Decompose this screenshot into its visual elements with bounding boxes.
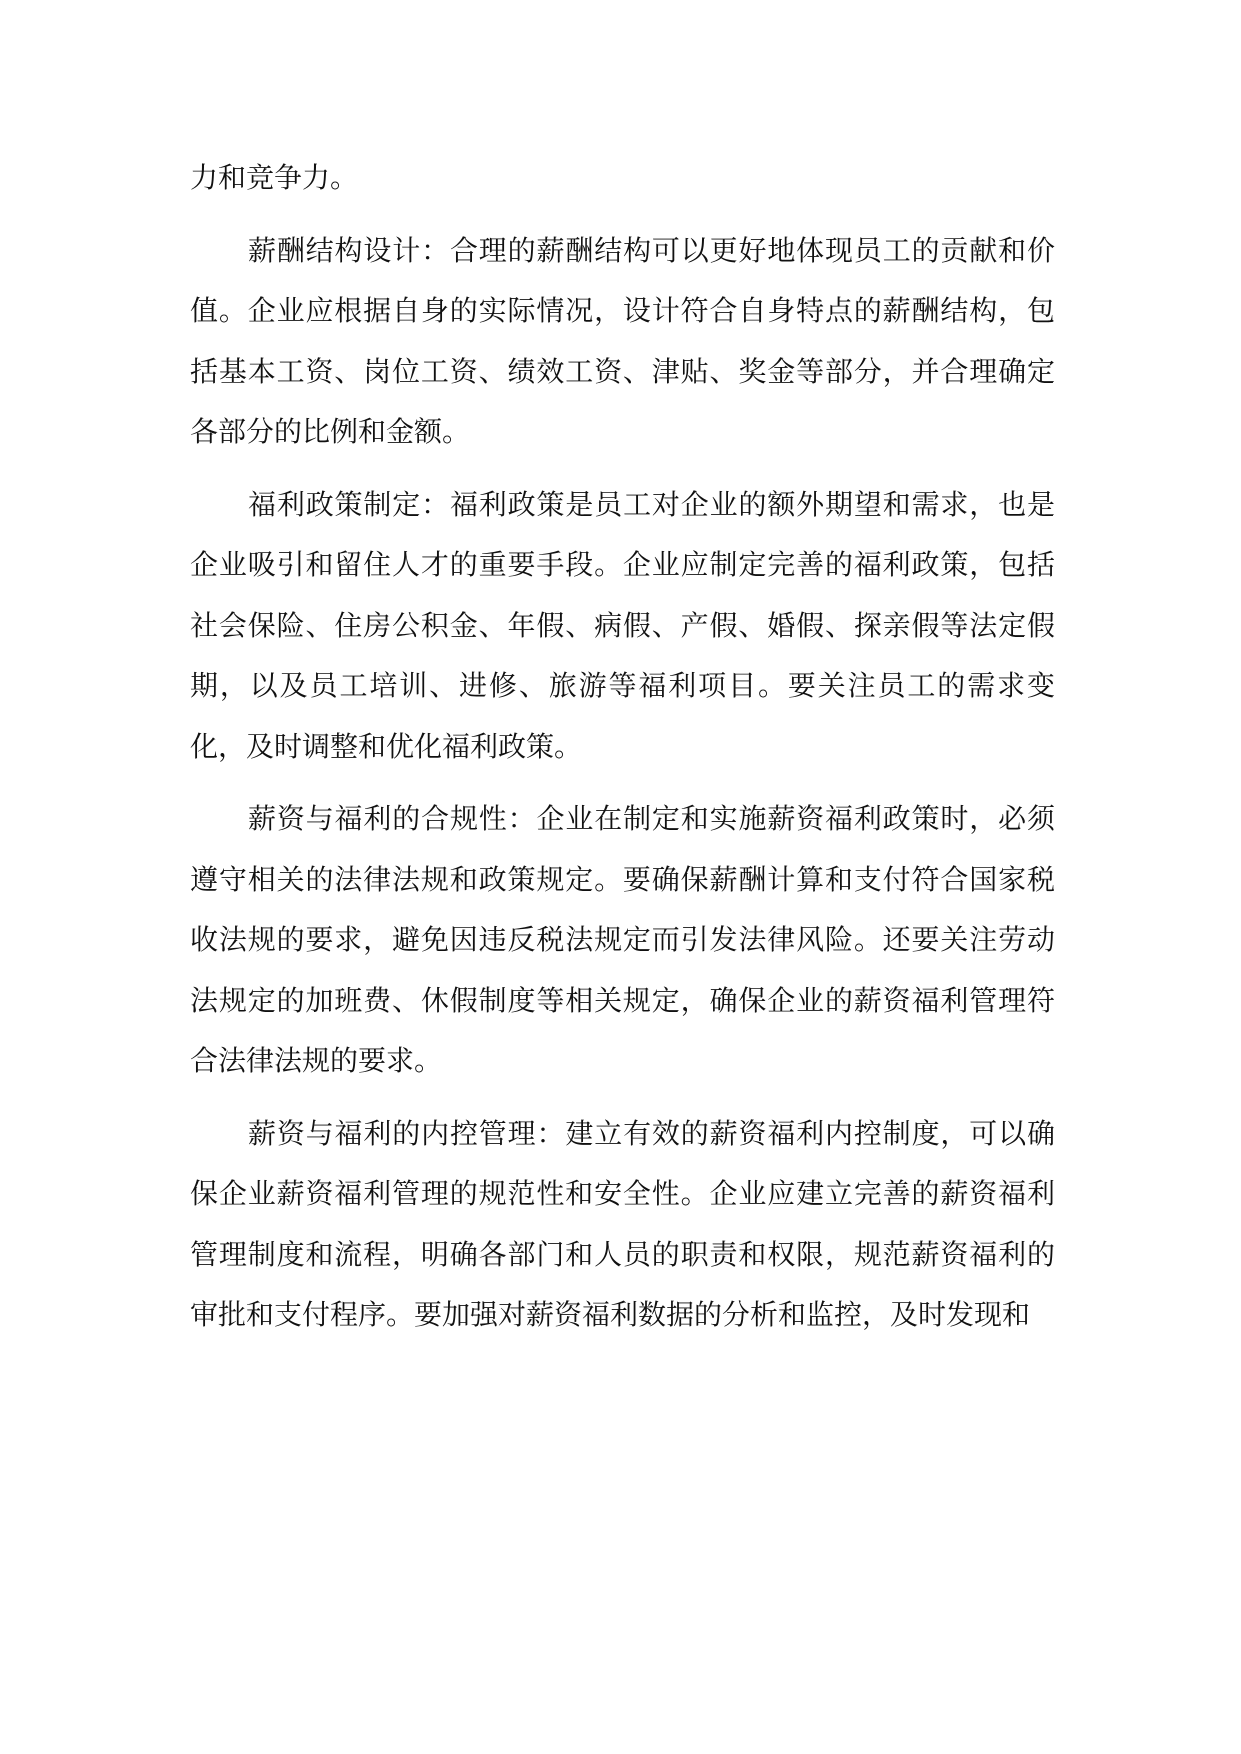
paragraph-welfare-policy: 福利政策制定：福利政策是员工对企业的额外期望和需求，也是企业吸引和留住人才的重要手段。企业应制定完善的福利政策，包括社会保险、住房公积金、年假、病假、产假、婚假、探亲假等法定假期，以及员工培训、进修、旅游等福利项目。要关注员工的需求变化，及时调整和优化福利政策。 — [190, 487, 1055, 763]
document-body — [190, 148, 1055, 1358]
paragraph-salary-structure: 薪酬结构设计：合理的薪酬结构可以更好地体现员工的贡献和价值。企业应根据自身的实际情况，设计符合自身特点的薪酬结构，包括基本工资、岗位工资、绩效工资、津贴、奖金等部分，并合理确定各部分的比例和金额。 — [190, 233, 1055, 448]
paragraph-compliance: 薪资与福利的合规性：企业在制定和实施薪资福利政策时，必须遵守相关的法律法规和政策规定。要确保薪酬计算和支付符合国家税收法规的要求，避免因违反税法规定而引发法律风险。还要关注劳动法规定的加班费、休假制度等相关规定，确保企业的薪资福利管理符合法律法规的要求。 — [190, 802, 1055, 1077]
paragraph-continuation: 力和竞争力。 — [190, 161, 359, 194]
paragraph-internal-control: 薪资与福利的内控管理：建立有效的薪资福利内控制度，可以确保企业薪资福利管理的规范性和安全性。企业应建立完善的薪资福利管理制度和流程，明确各部门和人员的职责和权限，规范薪资福利的审批和支付程序。要加强对薪资福利数据的分析和监控，及时发现和 — [190, 1116, 1055, 1331]
